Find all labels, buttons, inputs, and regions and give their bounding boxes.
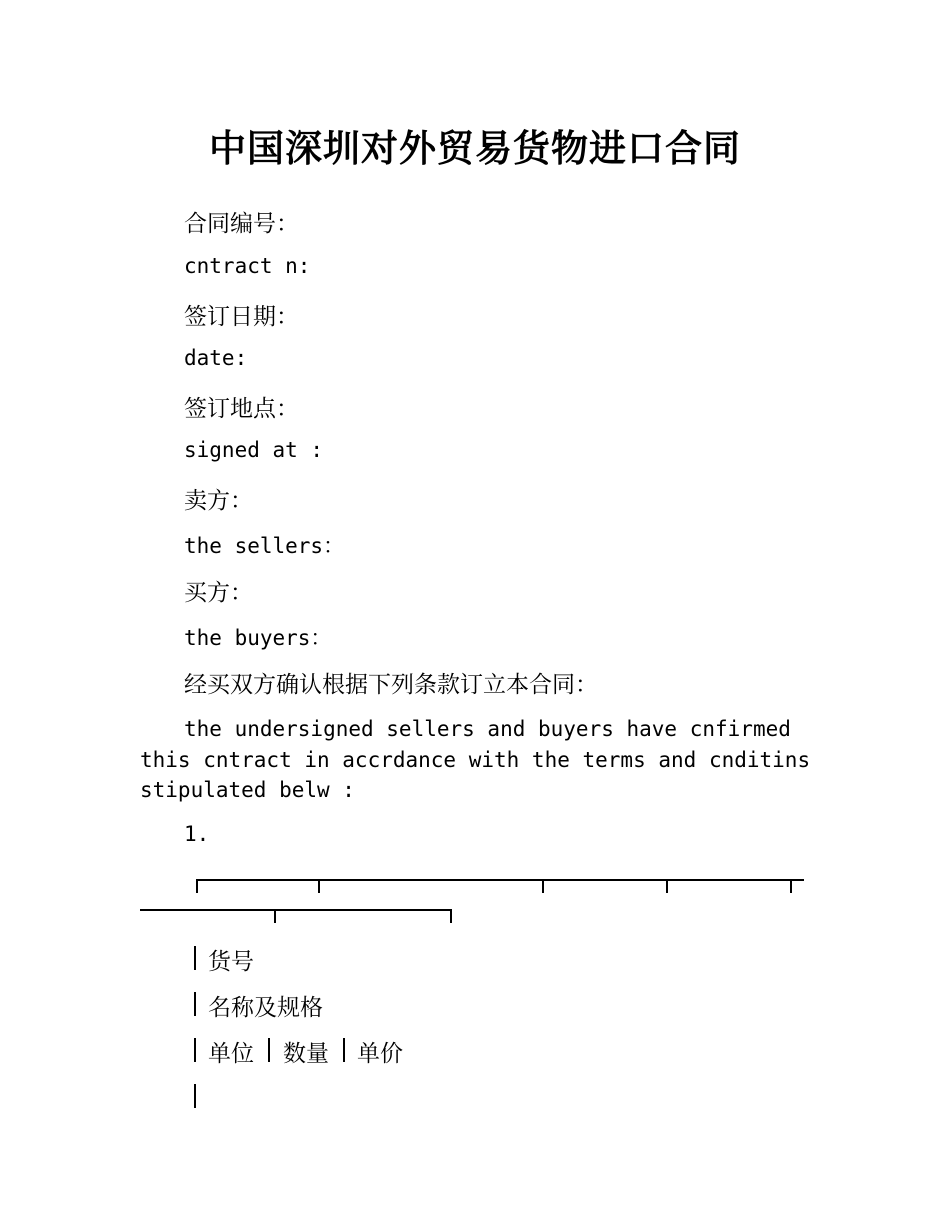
confirm-text-cn: 经买双方确认根据下列条款订立本合同： [184,672,598,698]
document-title: 中国深圳对外贸易货物进口合同 [209,127,741,170]
col-unit-price: 单价 [357,1041,403,1067]
item-number: 1. [184,822,210,846]
seller-label-en: the sellers： [184,534,345,558]
table-cell-divider [194,1084,196,1108]
col-unit: 单位 [208,1041,254,1067]
place-label-cn: 签订地点： [184,396,299,422]
date-label-en: date: [184,346,248,370]
col-quantity: 数量 [283,1041,329,1067]
buyer-label-en: the buyers： [184,626,332,650]
date-label-cn: 签订日期： [184,304,299,330]
contract-no-label-cn: 合同编号： [184,211,299,237]
contract-no-label-en: cntract n: [184,254,311,278]
buyer-label-cn: 买方： [184,580,253,606]
seller-label-cn: 卖方： [184,488,253,514]
col-name-spec: 名称及规格 [208,995,323,1021]
place-label-en: signed at : [184,438,324,462]
col-item-no: 货号 [208,949,254,975]
confirm-text-en: the undersigned sellers and buyers have cnfirmed this cntract in accrdance with the terms and cnditins stipulated belw : [140,717,811,802]
